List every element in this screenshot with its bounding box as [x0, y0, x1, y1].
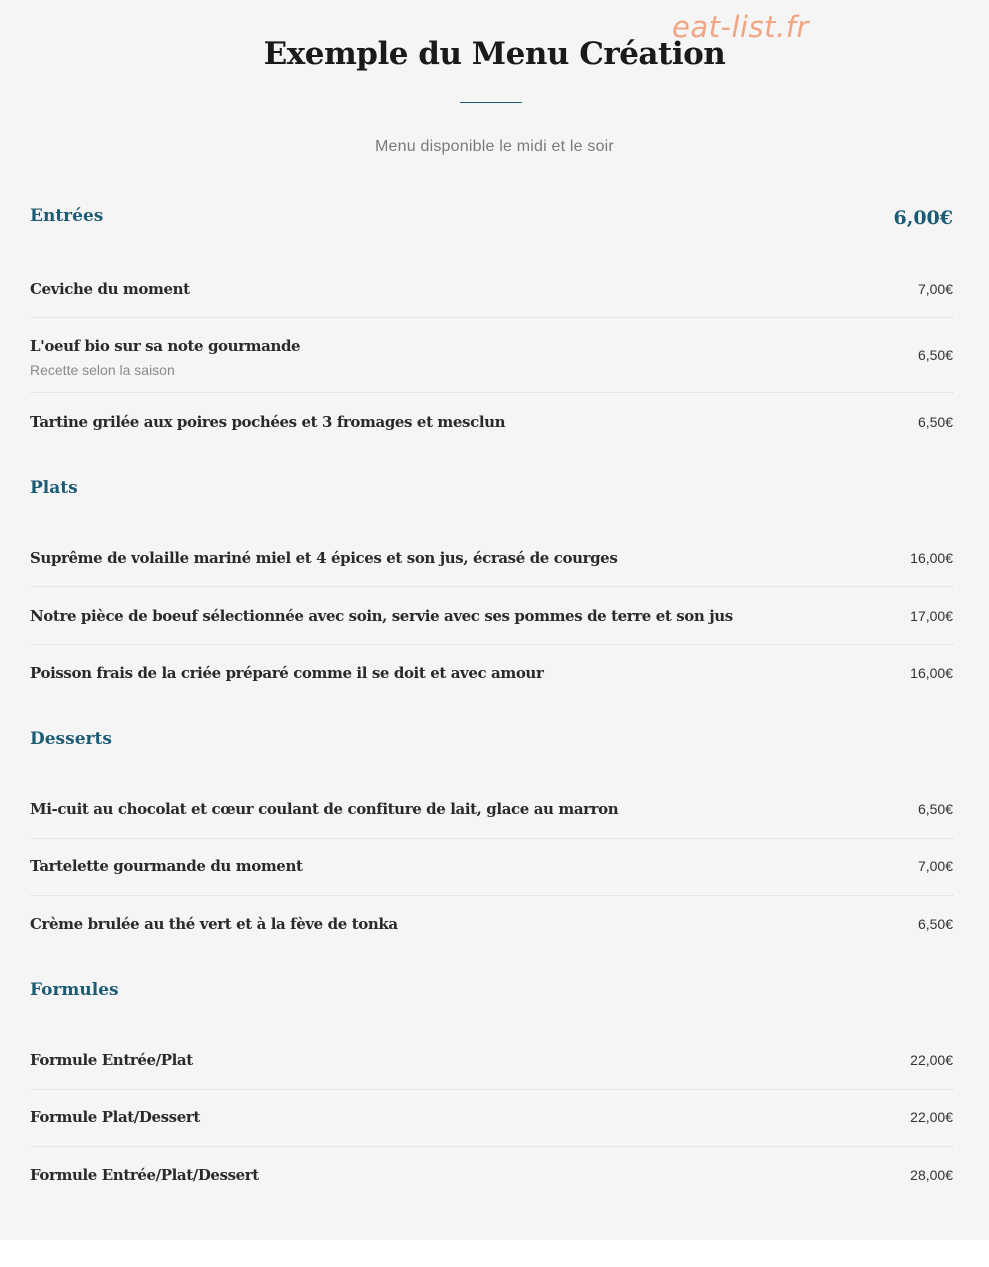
menu-item-price: 7,00€	[917, 858, 953, 874]
menu-item-price: 16,00€	[910, 550, 953, 566]
menu-item-price: 7,00€	[917, 281, 953, 297]
menu-item-name: Notre pièce de boeuf sélectionnée avec soin, servie avec ses pommes de terre et son jus	[30, 607, 733, 625]
title-divider	[460, 102, 522, 103]
item-divider	[30, 586, 953, 587]
watermark-logo: eat-list.fr	[672, 10, 809, 44]
menu-item-description: Recette selon la saison	[30, 362, 175, 378]
menu-item-price: 22,00€	[910, 1052, 953, 1068]
menu-item-name: Tartelette gourmande du moment	[30, 857, 303, 875]
menu-item-price: 6,50€	[917, 347, 953, 363]
item-divider	[30, 392, 953, 393]
section-title-entrees: Entrées	[30, 206, 104, 226]
item-divider	[30, 1146, 953, 1147]
section-title-plats: Plats	[30, 478, 78, 498]
page-subtitle: Menu disponible le midi et le soir	[375, 138, 614, 155]
section-price-entrees: 6,00€	[893, 207, 953, 229]
menu-item-name: Formule Plat/Dessert	[30, 1108, 200, 1126]
menu-item-price: 6,50€	[917, 916, 953, 932]
item-divider	[30, 1089, 953, 1090]
menu-item-name: Formule Entrée/Plat/Dessert	[30, 1166, 259, 1184]
item-divider	[30, 317, 953, 318]
menu-item-price: 16,00€	[910, 665, 953, 681]
section-title-formules: Formules	[30, 980, 119, 1000]
menu-item-name: L'oeuf bio sur sa note gourmande	[30, 337, 301, 355]
menu-item-price: 6,50€	[917, 801, 953, 817]
menu-item-price: 22,00€	[910, 1109, 953, 1125]
item-divider	[30, 838, 953, 839]
menu-item-name: Poisson frais de la criée préparé comme il se doit et avec amour	[30, 664, 544, 682]
menu-item-price: 17,00€	[910, 608, 953, 624]
section-title-desserts: Desserts	[30, 729, 112, 749]
menu-item-name: Crème brulée au thé vert et à la fève de tonka	[30, 915, 398, 933]
menu-item-name: Tartine grilée aux poires pochées et 3 fromages et mesclun	[30, 413, 506, 431]
menu-item-price: 6,50€	[917, 414, 953, 430]
page-title: Exemple du Menu Création	[263, 36, 726, 72]
menu-item-name: Ceviche du moment	[30, 280, 190, 298]
menu-item-name: Suprême de volaille mariné miel et 4 épices et son jus, écrasé de courges	[30, 549, 618, 567]
item-divider	[30, 644, 953, 645]
item-divider	[30, 895, 953, 896]
menu-item-name: Mi-cuit au chocolat et cœur coulant de confiture de lait, glace au marron	[30, 800, 619, 818]
menu-item-price: 28,00€	[910, 1167, 953, 1183]
menu-item-name: Formule Entrée/Plat	[30, 1051, 193, 1069]
